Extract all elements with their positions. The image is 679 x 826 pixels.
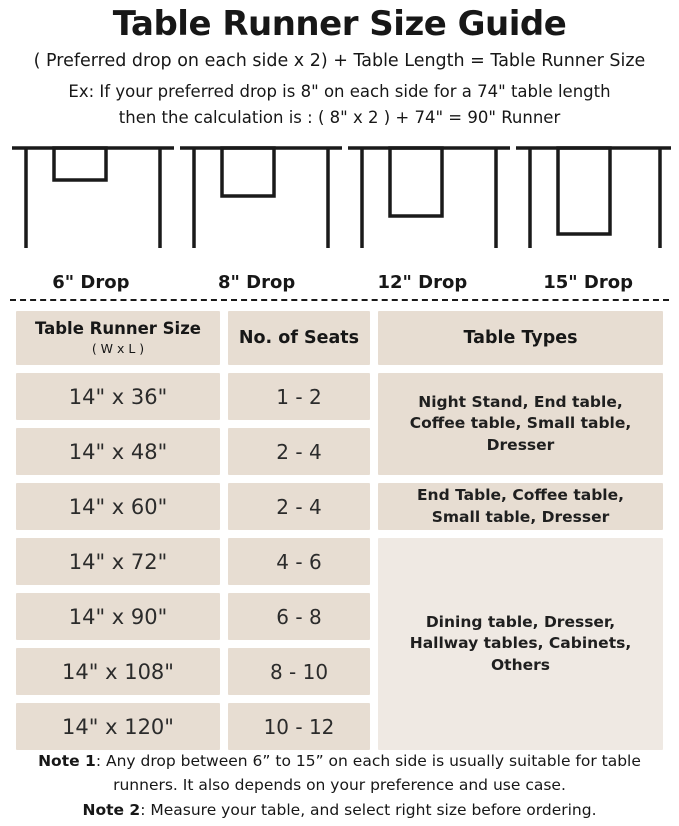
table-row: 14" x 48"	[16, 428, 220, 475]
table-row: 14" x 108"	[16, 648, 220, 695]
table-row: 2 - 4	[228, 483, 370, 530]
table-row: 8 - 10	[228, 648, 370, 695]
example-line-1: Ex: If your preferred drop is 8" on each side for a 74" table length	[68, 82, 611, 102]
table-row: 2 - 4	[228, 428, 370, 475]
drop-label-15: 15" Drop	[543, 272, 633, 294]
table-row: 14" x 72"	[16, 538, 220, 585]
table-row: 10 - 12	[228, 703, 370, 750]
drop-label-6: 6" Drop	[52, 272, 130, 294]
header-seats: No. of Seats	[228, 311, 370, 365]
drop-label-8: 8" Drop	[218, 272, 296, 294]
note-1	[8, 750, 671, 797]
column-table-types	[378, 311, 663, 758]
note-2	[8, 799, 671, 822]
note-1-text: : Any drop between 6” to 15” on each side is usually suitable for table runners. It also depends on your preference and use case.	[95, 752, 641, 794]
size-table	[8, 311, 671, 758]
header-table-types: Table Types	[378, 311, 663, 365]
table-row: End Table, Coffee table, Small table, Dresser	[378, 483, 663, 530]
drop-label-row	[8, 272, 671, 293]
header-runner-size	[16, 311, 220, 365]
table-row: 14" x 120"	[16, 703, 220, 750]
formula-line: ( Preferred drop on each side x 2) + Table Length = Table Runner Size	[33, 51, 646, 72]
section-divider	[10, 299, 669, 301]
page-title: Table Runner Size Guide	[112, 4, 567, 44]
table-row: 1 - 2	[228, 373, 370, 420]
table-row: 6 - 8	[228, 593, 370, 640]
table-row: Dining table, Dresser, Hallway tables, Cabinets, Others	[378, 538, 663, 750]
column-seats	[228, 311, 370, 758]
example-line-2: then the calculation is : ( 8" x 2 ) + 74" = 90" Runner	[118, 108, 561, 128]
table-row: 14" x 60"	[16, 483, 220, 530]
drop-label-12: 12" Drop	[377, 272, 468, 294]
drop-illustration	[8, 140, 671, 270]
drop-diagram-svg	[8, 140, 671, 258]
table-row: 14" x 90"	[16, 593, 220, 640]
note-2-label: Note 2	[82, 800, 141, 819]
size-guide-page	[0, 6, 679, 826]
column-runner-size	[16, 311, 220, 758]
note-1-label: Note 1	[38, 752, 96, 771]
header-runner-size-sub: ( W x L )	[91, 340, 145, 356]
table-row: Night Stand, End table, Coffee table, Small table, Dresser	[378, 373, 663, 475]
note-2-text: : Measure your table, and select right size before ordering.	[140, 800, 597, 819]
table-row: 14" x 36"	[16, 373, 220, 420]
table-row: 4 - 6	[228, 538, 370, 585]
notes-section	[8, 750, 671, 824]
header-runner-size-label: Table Runner Size	[34, 318, 201, 338]
